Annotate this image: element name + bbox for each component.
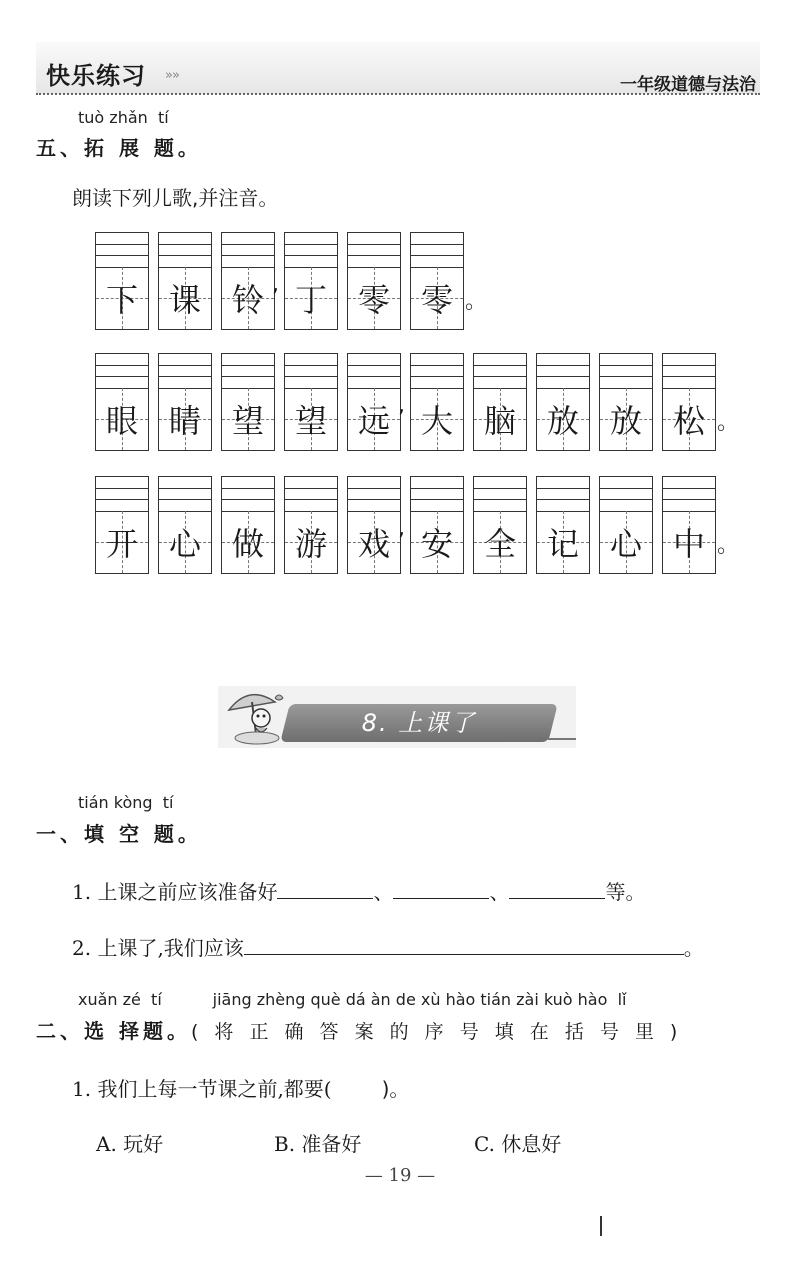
tianzige-cell[interactable] — [284, 353, 338, 451]
pinyin-writing-lines[interactable] — [537, 354, 589, 389]
tianzige-cell[interactable] — [662, 476, 716, 574]
header-subject: 一年级道德与法治 — [620, 75, 756, 95]
section1-pinyin: tián kòng tí — [78, 793, 174, 812]
section2-pinyin: xuǎn zé tí jiāng zhèng què dá àn de xù hào tián zài kuò hào lǐ — [78, 990, 627, 1009]
tianzige-cell[interactable] — [410, 232, 464, 330]
hanzi-character: 心 — [609, 525, 642, 563]
separator: 、 — [373, 880, 394, 904]
tianzige-cell[interactable] — [536, 353, 590, 451]
tianzige-cell[interactable] — [95, 232, 149, 330]
banner-underline — [548, 738, 576, 740]
hanzi-character: 心 — [168, 525, 201, 563]
page-edge-mark — [600, 1216, 602, 1236]
section5-title: 五、拓 展 题。 — [36, 136, 202, 160]
hanzi-character: 放 — [546, 402, 579, 440]
pinyin-writing-lines[interactable] — [411, 233, 463, 268]
tianzige-cell[interactable] — [221, 476, 275, 574]
tianzige-cell[interactable] — [95, 476, 149, 574]
tianzige-cell[interactable] — [95, 353, 149, 451]
tianzige-cell[interactable] — [536, 476, 590, 574]
pinyin-writing-lines[interactable] — [474, 477, 526, 512]
hanzi-character: 全 — [483, 525, 516, 563]
pinyin-writing-lines[interactable] — [474, 354, 526, 389]
header-divider — [36, 93, 760, 95]
pinyin-writing-lines[interactable] — [159, 354, 211, 389]
tianzige-cell[interactable] — [158, 476, 212, 574]
pinyin-writing-lines[interactable] — [285, 354, 337, 389]
tianzige-cell[interactable] — [599, 353, 653, 451]
hanzi-character: 远 — [357, 402, 390, 440]
answer-blank-3[interactable] — [509, 878, 605, 899]
tianzige-cell[interactable] — [473, 476, 527, 574]
header-title: 快乐练习 — [46, 62, 146, 90]
pinyin-writing-lines[interactable] — [537, 477, 589, 512]
hanzi-character: 做 — [231, 525, 264, 563]
pinyin-writing-lines[interactable] — [285, 233, 337, 268]
tianzige-cell[interactable] — [347, 353, 401, 451]
hanzi-character: 中 — [672, 525, 705, 563]
period-mark: 。 — [717, 410, 740, 435]
tianzige-cell[interactable] — [410, 353, 464, 451]
tianzige-cell[interactable] — [599, 476, 653, 574]
hanzi-character: 丁 — [294, 281, 327, 319]
hanzi-character: 开 — [105, 525, 138, 563]
section2-title: 二、选 择题。 — [36, 1019, 191, 1043]
section2-question1 — [72, 1073, 409, 1102]
option-c[interactable]: C. 休息好 — [474, 1132, 562, 1156]
hanzi-character: 安 — [420, 525, 453, 563]
hanzi-character: 望 — [231, 402, 264, 440]
tianzige-cell[interactable] — [158, 232, 212, 330]
hanzi-character: 眼 — [105, 402, 138, 440]
hanzi-character: 铃 — [231, 281, 264, 319]
tianzige-cell[interactable] — [284, 232, 338, 330]
hanzi-character: 游 — [294, 525, 327, 563]
pinyin-writing-lines[interactable] — [285, 477, 337, 512]
section2-heading — [36, 1015, 682, 1044]
pinyin-writing-lines[interactable] — [411, 354, 463, 389]
pinyin-writing-lines[interactable] — [348, 354, 400, 389]
hanzi-character: 戏 — [357, 525, 390, 563]
chevron-right-icon: »» — [165, 68, 179, 83]
hanzi-character: 零 — [420, 281, 453, 319]
tianzige-cell[interactable] — [347, 232, 401, 330]
tianzige-cell[interactable] — [158, 353, 212, 451]
hanzi-character: 松 — [672, 402, 705, 440]
tianzige-cell[interactable] — [662, 353, 716, 451]
answer-blank-2[interactable] — [393, 878, 489, 899]
comma-mark: , — [272, 272, 279, 297]
question1-end: 等。 — [605, 880, 646, 904]
hanzi-character: 下 — [105, 281, 138, 319]
section5-instruction: 朗读下列儿歌,并注音。 — [72, 186, 279, 210]
hanzi-character: 零 — [357, 281, 390, 319]
question1-text: 1. 上课之前应该准备好 — [72, 880, 278, 904]
hanzi-character: 睛 — [168, 402, 201, 440]
choice-question-end: )。 — [381, 1077, 410, 1101]
tianzige-cell[interactable] — [284, 476, 338, 574]
question2-text: 2. 上课了,我们应该 — [72, 936, 244, 960]
pinyin-writing-lines[interactable] — [600, 354, 652, 389]
tianzige-cell[interactable] — [410, 476, 464, 574]
question2-end: 。 — [683, 936, 704, 960]
section1-title: 一、填 空 题。 — [36, 822, 202, 846]
page-number: — 19 — — [364, 1165, 436, 1186]
lesson-title: 8. 上课了 — [361, 709, 477, 737]
choice-question-text: 1. 我们上每一节课之前,都要( — [72, 1077, 332, 1101]
pinyin-writing-lines[interactable] — [348, 477, 400, 512]
hanzi-character: 放 — [609, 402, 642, 440]
pinyin-writing-lines[interactable] — [159, 477, 211, 512]
pinyin-writing-lines[interactable] — [411, 477, 463, 512]
section1-question2 — [72, 932, 704, 961]
hanzi-character: 课 — [168, 281, 201, 319]
mascot-icon — [225, 688, 287, 746]
pinyin-writing-lines[interactable] — [348, 233, 400, 268]
option-a[interactable]: A. 玩好 — [96, 1132, 164, 1156]
tianzige-cell[interactable] — [473, 353, 527, 451]
tianzige-cell[interactable] — [221, 353, 275, 451]
hanzi-character: 大 — [420, 402, 453, 440]
pinyin-writing-lines[interactable] — [600, 477, 652, 512]
hanzi-character: 记 — [546, 525, 579, 563]
period-mark: 。 — [465, 289, 488, 314]
option-b[interactable]: B. 准备好 — [274, 1132, 362, 1156]
section2-note: ( 将 正 确 答 案 的 序 号 填 在 括 号 里 ) — [190, 1021, 683, 1043]
pinyin-writing-lines[interactable] — [663, 354, 715, 389]
hanzi-character: 望 — [294, 402, 327, 440]
separator: 、 — [489, 880, 510, 904]
pinyin-writing-lines[interactable] — [222, 477, 274, 512]
hanzi-character: 脑 — [483, 402, 516, 440]
comma-mark: , — [398, 393, 405, 418]
answer-blank-1[interactable] — [277, 878, 373, 899]
section5-pinyin: tuò zhǎn tí — [78, 108, 169, 127]
period-mark: 。 — [717, 533, 740, 558]
pinyin-writing-lines[interactable] — [96, 477, 148, 512]
tianzige-cell[interactable] — [221, 232, 275, 330]
section1-question1 — [72, 876, 645, 905]
pinyin-writing-lines[interactable] — [159, 233, 211, 268]
pinyin-writing-lines[interactable] — [222, 354, 274, 389]
pinyin-writing-lines[interactable] — [96, 354, 148, 389]
tianzige-cell[interactable] — [347, 476, 401, 574]
pinyin-writing-lines[interactable] — [663, 477, 715, 512]
pinyin-writing-lines[interactable] — [222, 233, 274, 268]
comma-mark: , — [398, 516, 405, 541]
answer-blank-4[interactable] — [244, 934, 684, 955]
pinyin-writing-lines[interactable] — [96, 233, 148, 268]
